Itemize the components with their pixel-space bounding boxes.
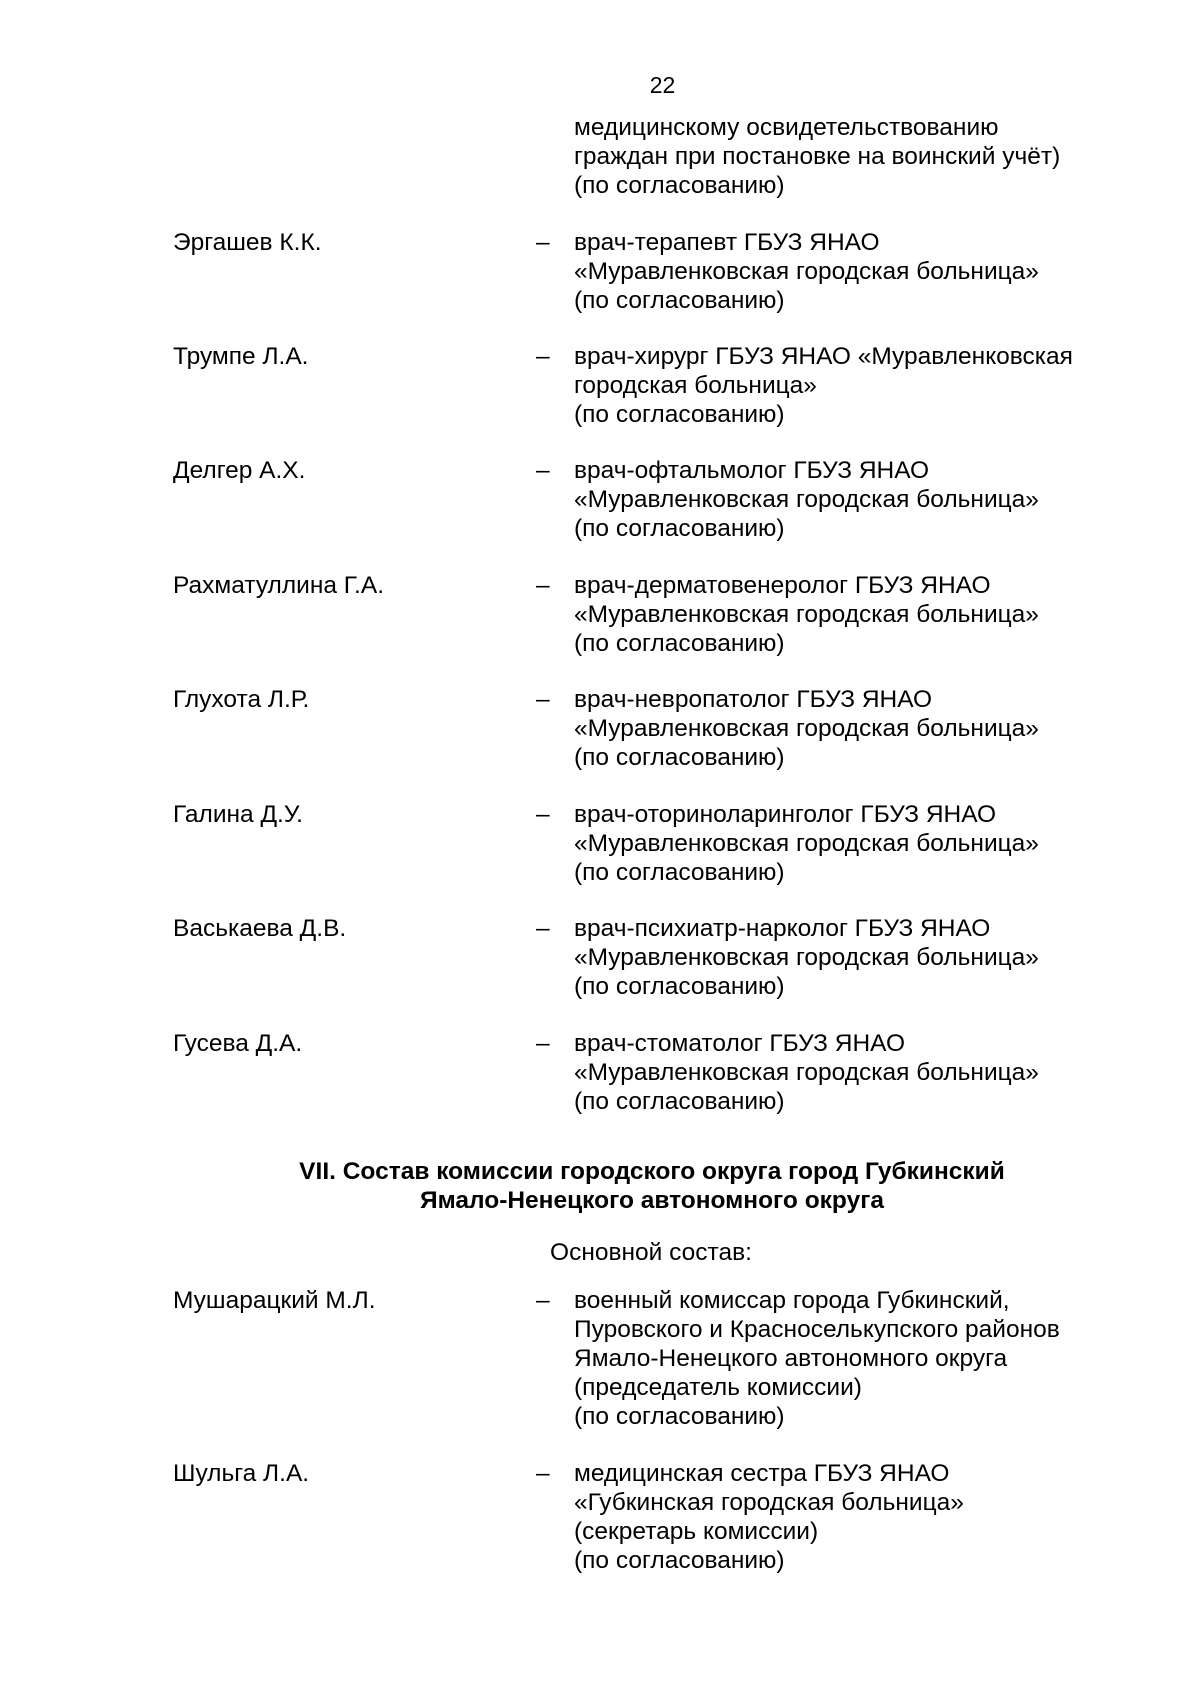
continuation-line: (по согласованию) [574, 172, 785, 199]
member-position [574, 685, 1144, 772]
position-line: (по согласованию) [574, 1547, 785, 1574]
position-line: (по согласованию) [574, 1403, 785, 1430]
continuation-line: граждан при постановке на воинский учёт) [574, 143, 1061, 170]
position-line: (по согласованию) [574, 401, 785, 428]
section-heading-line: Ямало-Ненецкого автономного округа [419, 1187, 885, 1214]
member-position [574, 342, 1144, 429]
member-position [574, 571, 1144, 658]
section-subheading: Основной состав: [550, 1239, 752, 1266]
position-line: (секретарь комиссии) [574, 1518, 819, 1545]
dash-separator: – [536, 229, 550, 256]
position-line: «Муравленковская городская больница» [574, 258, 1039, 285]
position-line: (по согласованию) [574, 515, 785, 542]
section-heading-line: VII. Состав комиссии городского округа город Губкинский [299, 1158, 1005, 1185]
position-line: «Муравленковская городская больница» [574, 830, 1039, 857]
continuation-text [574, 113, 1174, 200]
dash-separator: – [536, 457, 550, 484]
position-line: медицинская сестра ГБУЗ ЯНАО [574, 1460, 950, 1487]
page-number: 22 [649, 72, 676, 98]
position-line: городская больница» [574, 372, 817, 399]
position-line: «Муравленковская городская больница» [574, 944, 1039, 971]
position-line: (по согласованию) [574, 973, 785, 1000]
section-heading [0, 1157, 1200, 1215]
position-line: «Губкинская городская больница» [574, 1489, 964, 1516]
position-line: врач-хирург ГБУЗ ЯНАО «Муравленковская [574, 343, 1073, 370]
position-line: (по согласованию) [574, 1088, 785, 1115]
position-line: (по согласованию) [574, 630, 785, 657]
member-position [574, 800, 1144, 887]
position-line: (по согласованию) [574, 744, 785, 771]
position-line: врач-офтальмолог ГБУЗ ЯНАО [574, 457, 930, 484]
member-position [574, 914, 1144, 1001]
dash-separator: – [536, 1460, 550, 1487]
position-line: «Муравленковская городская больница» [574, 601, 1039, 628]
member-name: Трумпе Л.А. [173, 343, 309, 370]
dash-separator: – [536, 915, 550, 942]
dash-separator: – [536, 801, 550, 828]
position-line: врач-психиатр-нарколог ГБУЗ ЯНАО [574, 915, 991, 942]
member-name: Эргашев К.К. [173, 229, 322, 256]
position-line: (председатель комиссии) [574, 1374, 862, 1401]
member-position [574, 1286, 1144, 1431]
position-line: «Муравленковская городская больница» [574, 486, 1039, 513]
dash-separator: – [536, 343, 550, 370]
member-name: Делгер А.Х. [173, 457, 306, 484]
member-position [574, 456, 1144, 543]
member-name: Мушарацкий М.Л. [173, 1287, 376, 1314]
position-line: врач-стоматолог ГБУЗ ЯНАО [574, 1030, 906, 1057]
member-name: Гусева Д.А. [173, 1030, 303, 1057]
member-position [574, 1459, 1144, 1575]
position-line: (по согласованию) [574, 859, 785, 886]
member-name: Васькаева Д.В. [173, 915, 347, 942]
member-name: Глухота Л.Р. [173, 686, 310, 713]
dash-separator: – [536, 1030, 550, 1057]
member-name: Рахматуллина Г.А. [173, 572, 385, 599]
position-line: врач-оториноларинголог ГБУЗ ЯНАО [574, 801, 997, 828]
position-line: врач-терапевт ГБУЗ ЯНАО [574, 229, 880, 256]
position-line: (по согласованию) [574, 287, 785, 314]
position-line: «Муравленковская городская больница» [574, 715, 1039, 742]
member-position [574, 1029, 1144, 1116]
member-name: Галина Д.У. [173, 801, 303, 828]
continuation-line: медицинскому освидетельствованию [574, 114, 999, 141]
position-line: военный комиссар города Губкинский, [574, 1287, 1010, 1314]
position-line: Пуровского и Красноселькупского районов [574, 1316, 1060, 1343]
member-position [574, 228, 1144, 315]
member-name: Шульга Л.А. [173, 1460, 310, 1487]
dash-separator: – [536, 572, 550, 599]
position-line: врач-дерматовенеролог ГБУЗ ЯНАО [574, 572, 991, 599]
position-line: врач-невропатолог ГБУЗ ЯНАО [574, 686, 933, 713]
position-line: «Муравленковская городская больница» [574, 1059, 1039, 1086]
dash-separator: – [536, 1287, 550, 1314]
dash-separator: – [536, 686, 550, 713]
position-line: Ямало-Ненецкого автономного округа [574, 1345, 1008, 1372]
